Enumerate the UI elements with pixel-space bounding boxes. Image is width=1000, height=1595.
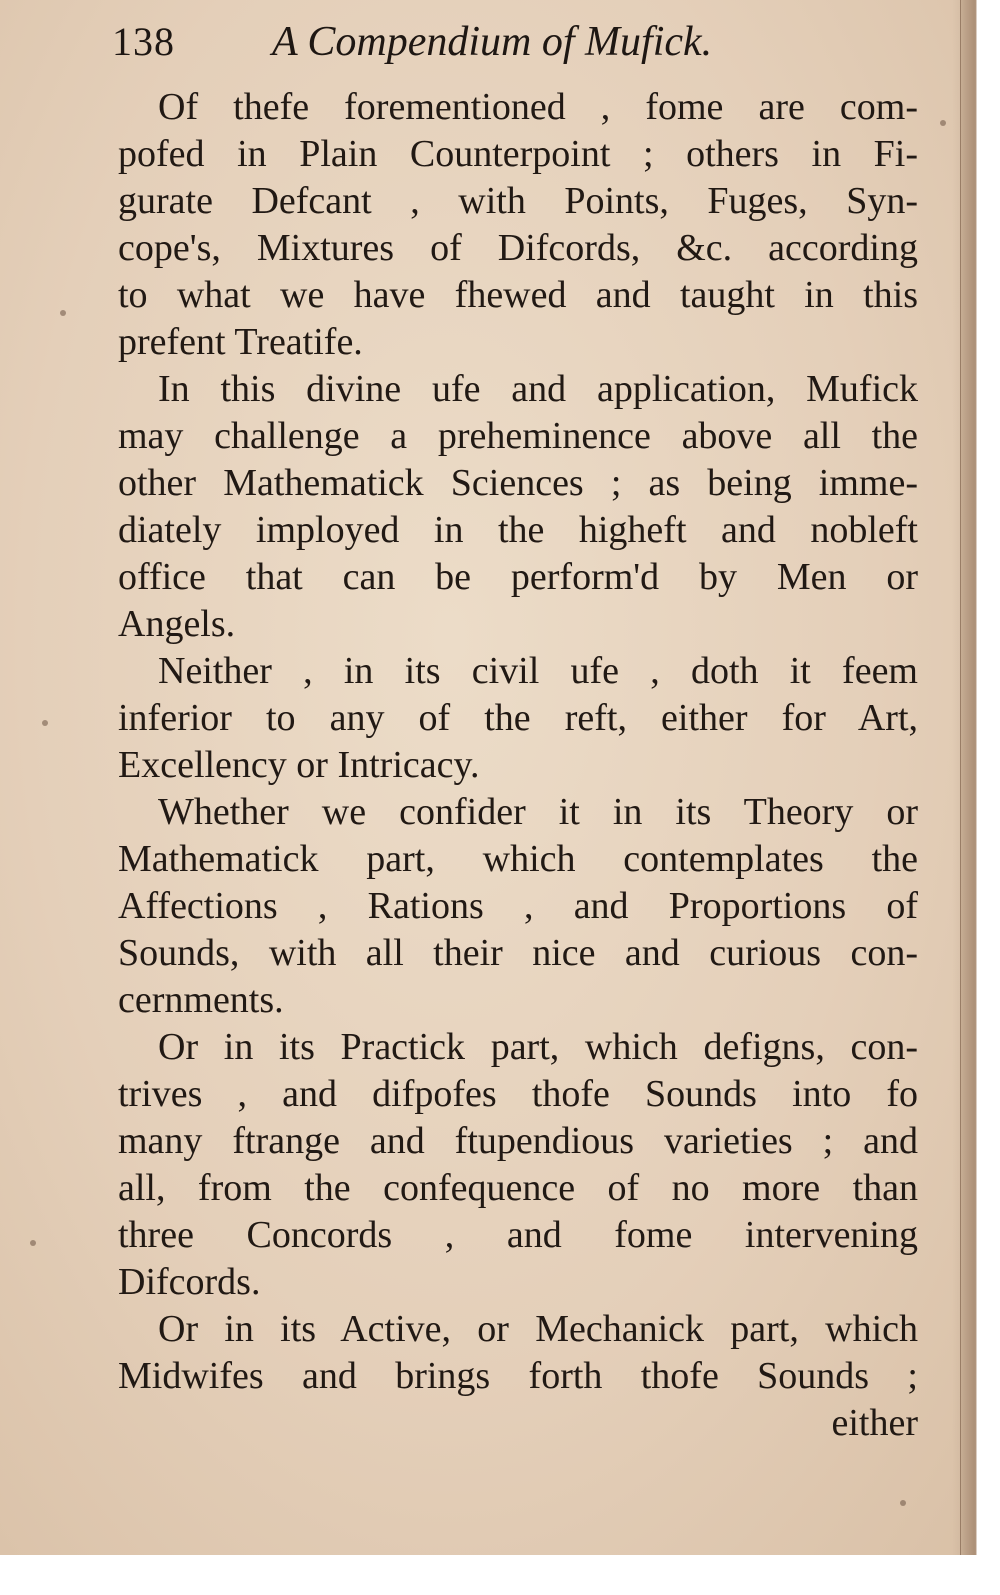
text-line: Neither , in its civil ufe , doth it feem — [158, 650, 918, 692]
scan-bottom-margin — [0, 1555, 1000, 1595]
ink-speck — [940, 120, 946, 126]
text-line: prefent Treatife. — [118, 321, 363, 363]
text-line: Difcords. — [118, 1261, 261, 1303]
text-line: Of thefe forementioned , fome are com- — [158, 86, 918, 128]
text-line: pofed in Plain Counterpoint ; others in Fi- — [118, 133, 918, 175]
ink-speck — [900, 1500, 906, 1506]
page-edge-shadow — [952, 0, 1000, 1595]
text-line: cope's, Mixtures of Difcords, &c. according — [118, 227, 918, 269]
running-title: A Compendium of Mufick. — [272, 19, 713, 65]
text-line: three Concords , and fome intervening — [118, 1214, 918, 1256]
text-line: all, from the confequence of no more than — [118, 1167, 918, 1209]
text-line: Mathematick part, which contemplates the — [118, 838, 918, 880]
page-number: 138 — [112, 19, 175, 64]
text-line: may challenge a preheminence above all the — [118, 415, 918, 457]
text-line: diately imployed in the higheft and nobleft — [118, 509, 918, 551]
text-line: Angels. — [118, 603, 236, 645]
ink-speck — [42, 720, 48, 726]
text-line: In this divine ufe and application, Mufick — [158, 368, 918, 410]
text-line: trives , and difpofes thofe Sounds into fo — [118, 1073, 918, 1115]
text-line: Or in its Practick part, which defigns, con- — [158, 1026, 918, 1068]
text-line: Affections , Rations , and Proportions of — [118, 885, 918, 927]
text-line: office that can be perform'd by Men or — [118, 556, 918, 598]
text-line: Or in its Active, or Mechanick part, which — [158, 1308, 918, 1350]
ink-speck — [30, 1240, 36, 1246]
text-line: Whether we confider it in its Theory or — [158, 791, 918, 833]
text-line: to what we have fhewed and taught in this — [118, 274, 918, 316]
text-line: other Mathematick Sciences ; as being imme- — [118, 462, 918, 504]
text-line: cernments. — [118, 979, 284, 1021]
text-line: Midwifes and brings forth thofe Sounds ; — [118, 1355, 918, 1397]
catchword: either — [831, 1402, 918, 1444]
text-line: many ftrange and ftupendious varieties ; and — [118, 1120, 918, 1162]
running-head — [112, 18, 812, 78]
text-line: gurate Defcant , with Points, Fuges, Syn- — [118, 180, 918, 222]
body-text — [118, 84, 918, 1447]
text-line: Excellency or Intricacy. — [118, 744, 480, 786]
ink-speck — [60, 310, 66, 316]
text-line: Sounds, with all their nice and curious con- — [118, 932, 918, 974]
text-line: inferior to any of the reft, either for Art, — [118, 697, 918, 739]
